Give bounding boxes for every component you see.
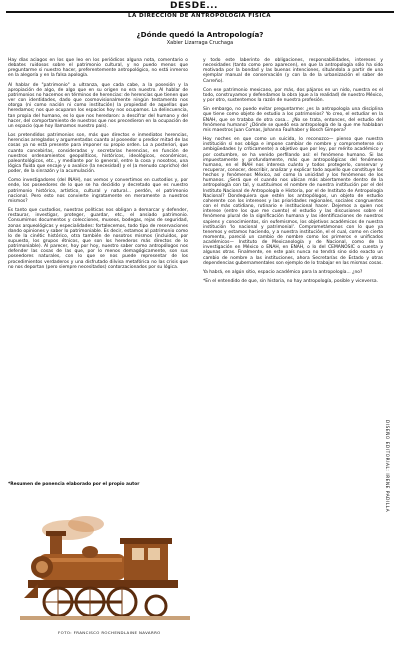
- right-column: [203, 58, 383, 288]
- paragraph: y todo este laberinto de obligaciones, responsabilidades, intereses y necesidades (tanto como pero aparecen), en que la antropología sólo ha sido motivada por la bondad y las buenas intenciones, situándola a partir de una ejemplar manual de conservación (y con la de la urbanización el saber de Carreño).: [203, 58, 383, 84]
- paragraph: Al hablar de "patrimonio" a ultranza, que cada cabe, a la posesión y la apropiación de algo, de algo que en su origen no era nuestro. Al hablar de patrimonios no hacemos en términos de herencias: de herencias que tienen que ver con identidades, dado que cosmovisionalmente ningún testamento nos otorga (ni como nación ni como institución) la propiedad de aquellas que heredamos; nos que ocuparon los espacios hoy nos ocupamos. La delincuencia, tan propia del humano, es lo que nos heredaron: a descifrar del humano y del hacer, del comportamiento de nuestros que nos precedieron en la ocupación de un espacio (que hoy llamamos nuestro país).: [8, 82, 188, 129]
- footnote: *Resumen de ponencia elaborado por el propio autor: [8, 482, 140, 487]
- paragraph: Ya habrá, en algún sitio, espacio académico para la antropología... ¿no?: [203, 269, 363, 275]
- locomotive-photo: [20, 512, 190, 626]
- section-subtitle: LA DIRECCIÓN DE ANTROPOLOGÍA FÍSICA: [128, 13, 272, 19]
- side-credit: [380, 420, 392, 658]
- paragraph: Sin embargo, no puedo evitar preguntarme: ¿es la antropología una disciplina que tiene como objeto de estudio a los patrimonios? Yo creo, el estudiar en la ENAH, que se trataba de otra cosa... ¿No se trata, entonces, del estudio del fenómeno humano? ¿Dónde se quedó esa antropología de la que me hablaban mis maestros Juan Comas, Johanna Faulhaber y Bosch Gimpera?: [203, 107, 383, 133]
- paragraph: Es tanto que custodios, nuestras políticas nos obligan a demarcar y defender, restaurar, investigar, proteger, guardar, etc., el ansiado patrimonio. Consumimos documentos y colecciones, museos, bodegas, rejas de seguridad, zonas arqueológicas y especialidades: fortalecemos, todo tipo de reservaciones dando opiniones y saber lo patrimoniable. Es decir, estamos al patrimonio como lo de la cinétic histórico, otra también de nosotros mismos (incluidos, por supuesto, los grupos étnicos, que son los herederos más directos de lo patrimoniable). Al parecer, hoy por hoy, nuestro saber como antropólogos nos defender las cosas de las que, por lo menos demagógicamente, son sus poseedores naturales, con lo que se nos puede representar de los procedimientos verdaderos y una disfrutado dilvisa metafórica no las crisis que no nos deportan (pero siempre necesitados) contorzacionados por su lógica.: [8, 208, 188, 270]
- paragraph: Con ese patrimonio mexicano, por más, dos pájaros en un nido, nuestra es el todo, construyamos y defendamos la obra (que a la realidad) de nuestro México, y por otro, sustentemos la razón de nuestra profesión.: [203, 87, 383, 104]
- paragraph: Los pretendidos patrimonios son, más que directos e inmediatos herencias, herencias arreglados y argumentadas cuanto al poseedor o predior mitad de las cosas ya no está presente para imponer su propio orden. Lo a posteriori, que cuanto concebirlas, consideradas y secretarias herencias, en función de nuestros ordenamientos geopolíticos, históricos, ideológicos, económicos, paleontológicos, etc., y mediante por lo general, entre la cosa y nosotros, una lógica fluida que encaje y o avalice (la necesidad) y el (a menudo capricho) del poder, de la sinrazón y la acumulación.: [8, 133, 188, 175]
- left-column: [8, 58, 188, 274]
- paragraph: Como investigadores (del INAH), nos vemos y convertimos en custodios y, por ende, los poseedores de lo que se ha decidido y decretado que es nuestro patrimonio histórico, artístico, cultural y natural... perdón, el patrimonio nacional. Pero esto nos convierte ingratamente en meramente a nuestros mismos?: [8, 178, 188, 204]
- article-author: Xabier Lizarraga Cruchaga: [166, 40, 234, 46]
- article-title: ¿Dónde quedó la Antropología?: [136, 30, 264, 39]
- paragraph: *En el entendido de que, sin historia, no hay antropología, posible y viceversa.: [203, 279, 378, 285]
- section-header: [0, 0, 400, 22]
- side-credit-text: DISEÑO EDITORIAL: IRENE PADILLA: [385, 420, 390, 513]
- photo-credit: FOTO: FRANCISCO ROCHENDLAINE NAVARRO: [58, 630, 161, 635]
- paragraph: Hoy noches en que como un suicida, lo reconozco— pienso que nuestra institución sí nos obliga e impone cambiar de nombre y comprometerse sin ambigüedades (y críticamente) a objetivo que por ley, por mérito académico y por costumbre, se ha venido perfilando así: el fenómeno humano. Si las impuestamente y profundamente, más que antropológicas del fenómeno humano, en el INAH nos interesa cuánto y todos protegerlo, conservar y recuperar, conocer, describir, analizar y explicar todo aquello que constituye los hechos y fenómenos México, así como la unicidad y los fenómenos de los humanos. ¿Será que el cuando nos ubican más abiertamente dentro de la antropología con tal, y sustituimos el nombre de nuestra institución por el del Instituto Nacional de Antropología e Historia, por el de Instituto de Antropología Nacional? Dondequiera que estén los antropólogos, un objeto de estudio coherente con los intereses y las prioridades regionales, sociales congruentes con el más cotidiano, rutinario e institucional hacer. Dejemos a quien nos interese (entre los que me cuento) el estudio y las discusiones sobre el fenómeno plural de la significación humana y las identificaciones de nuestros sapiens y conocimientos, sin eufemismos, los objetivos académicos de nuestra institución 'lo nacional y patrimonial'. Comprometámonos con lo que ya tenemos y estamos haciendo, y a nuestra institución, el el cual, como en cierto momento, pareció un cambio de nombre como los primeros e unificados académicos— Instituto de Mexicanología y de Nacional, como de la investigación en México o ENAH, en ENAH, o lo del CEMANOSIC o cuenta y algunas otras. Finalmente, en este país nunca no tendrá sino sido exacto un cambio de nombre a las instituciones, ahora Secretarías de Estado y otras dependencias gubernamentales son ejemplo de lo trabajar en las mismas cosas.: [203, 137, 383, 266]
- section-title: DESDE...: [170, 1, 218, 11]
- paragraph: Hay días aciagos en los que leo en los periódicos alguna nota, comentario o debates ruidosos sobre el patrimonio cultural, y no puedo menos que preguntarme si nuestro hacer, preferentemente antropológico, no está inmerso en la alegoría y en la falsa apología.: [8, 58, 188, 79]
